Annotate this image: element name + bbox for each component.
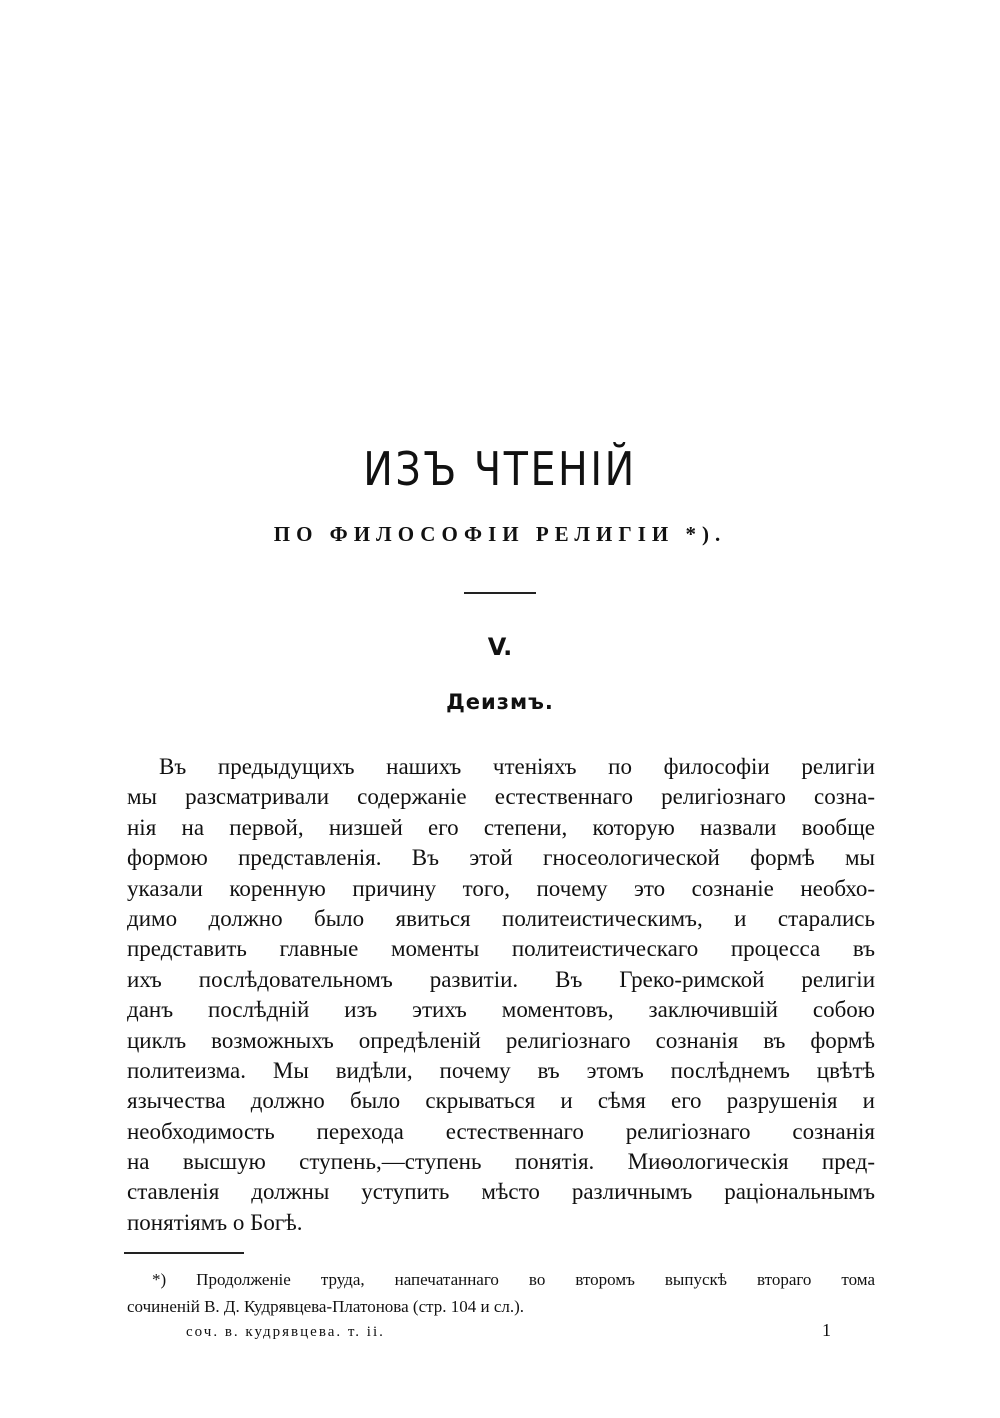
footnote-line: *) Продолженіе труда, напечатаннаго во второмъ выпускѣ втораго тома bbox=[152, 1270, 875, 1289]
body-line: нія на первой, низшей его степени, которую назвали вообще bbox=[127, 814, 875, 840]
body-line: формою представленія. Въ этой гносеологической формѣ мы bbox=[127, 845, 875, 871]
section-number: V. bbox=[487, 633, 513, 661]
page-subtitle: ПО ФИЛОСОФІИ РЕЛИГІИ *). bbox=[273, 522, 727, 546]
body-line: Въ предыдущихъ нашихъ чтеніяхъ по философіи религіи bbox=[159, 754, 875, 779]
section-title: Деизмъ. bbox=[446, 690, 554, 714]
body-paragraph bbox=[127, 752, 875, 1238]
body-line: ставленія должны уступить мѣсто различнымъ раціональнымъ bbox=[127, 1179, 875, 1205]
body-line: политеизма. Мы видѣли, почему въ этомъ послѣднемъ цвѣтѣ bbox=[127, 1057, 875, 1083]
body-line: мы разсматривали содержаніе естественнаго религіознаго созна- bbox=[127, 784, 875, 810]
footnote bbox=[127, 1266, 875, 1320]
body-line: на высшую ступень,—ступень понятія. Миѳологическія пред- bbox=[127, 1149, 875, 1175]
body-line: димо должно было явиться политеистическимъ, и старались bbox=[127, 905, 875, 931]
title-divider bbox=[464, 592, 536, 594]
body-line: представить главные моменты политеистическаго процесса въ bbox=[127, 936, 875, 962]
body-line: необходимость перехода естественнаго религіознаго сознанія bbox=[127, 1118, 875, 1144]
page-title: ИЗЪ ЧТЕНІЙ bbox=[363, 442, 637, 496]
printer-signature: соч. в. кудрявцева. т. ii. bbox=[186, 1324, 385, 1340]
body-line: ихъ послѣдовательномъ развитіи. Въ Греко-римской религіи bbox=[127, 966, 875, 992]
page-number: 1 bbox=[822, 1320, 831, 1340]
body-line: циклъ возможныхъ опредѣленій религіознаго сознанія въ формѣ bbox=[127, 1027, 875, 1053]
body-line: указали коренную причину того, почему это сознаніе необхо- bbox=[127, 875, 875, 901]
body-line: данъ послѣдній изъ этихъ моментовъ, заключившій собою bbox=[127, 997, 875, 1023]
footnote-line: сочиненій В. Д. Кудрявцева-Платонова (стр. 104 и сл.). bbox=[127, 1297, 525, 1316]
body-line: понятіямъ о Богѣ. bbox=[127, 1209, 303, 1235]
body-line: язычества должно было скрываться и сѣмя его разрушенія и bbox=[127, 1088, 875, 1114]
footnote-divider bbox=[124, 1252, 244, 1254]
